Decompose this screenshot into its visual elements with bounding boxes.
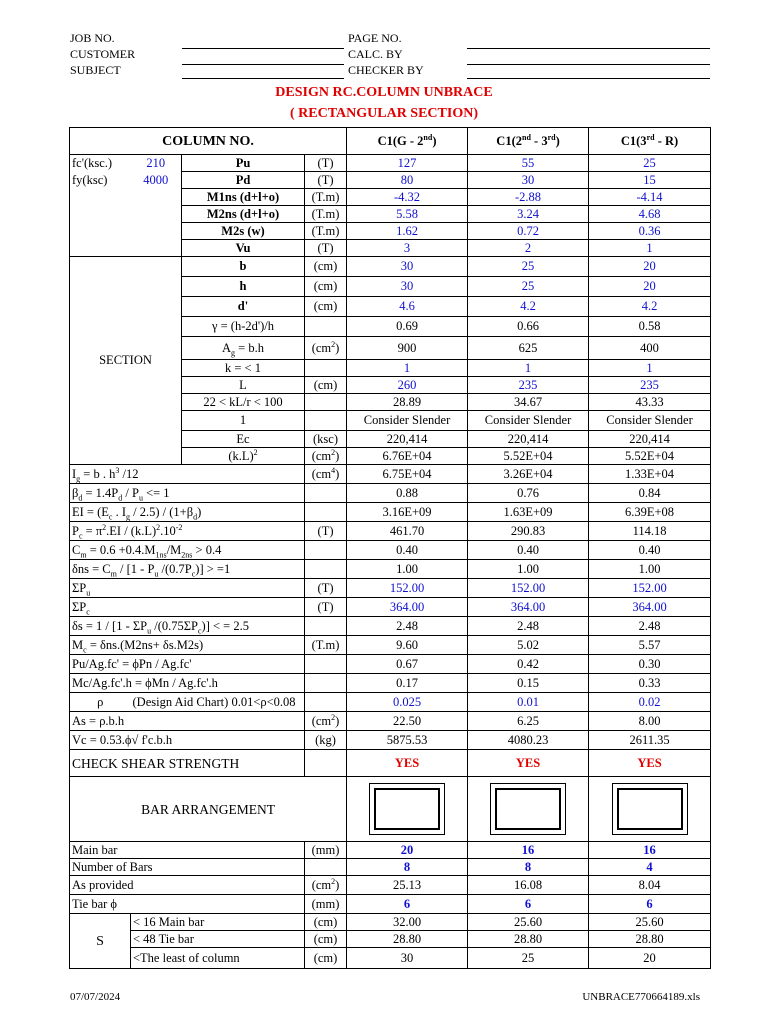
column-header-3: C1(3rd - R) — [589, 128, 711, 155]
section-value: 0.69 — [347, 317, 468, 337]
as-provided-row — [70, 876, 711, 895]
vc-value: 4080.23 — [468, 731, 589, 750]
section-value: 235 — [468, 377, 589, 394]
calc-label: Pu/Ag.fc' = ϕPn / Ag.fc' — [70, 655, 305, 674]
calc-row-mc — [70, 636, 711, 655]
load-unit: (T) — [305, 155, 347, 172]
calc-value: 0.40 — [589, 541, 711, 560]
calc-value: 2.48 — [468, 617, 589, 636]
calc-value: 6.39E+08 — [589, 503, 711, 522]
section-value: 28.89 — [347, 394, 468, 411]
load-value: 55 — [468, 155, 589, 172]
column-section-outline — [369, 783, 445, 835]
calc-value: 5.02 — [468, 636, 589, 655]
customer-label: CUSTOMER — [70, 47, 136, 61]
blank-cell — [131, 206, 182, 223]
bar-arrangement-label: BAR ARRANGEMENT — [70, 777, 347, 842]
spacing-rule-label: < 16 Main bar — [131, 914, 305, 931]
load-value: 1 — [589, 240, 711, 257]
footer-date: 07/07/2024 — [70, 991, 121, 1003]
calc-row-pc — [70, 522, 711, 541]
section-value: 0.58 — [589, 317, 711, 337]
blank-cell — [70, 240, 131, 257]
blank-cell — [131, 189, 182, 206]
calc-value: 152.00 — [589, 579, 711, 598]
load-value: 127 — [347, 155, 468, 172]
section-unit — [305, 317, 347, 337]
column-header-row — [70, 128, 711, 155]
section-unit: $(cm^2)$ — [305, 448, 347, 465]
section-value: 5.52E+04 — [589, 448, 711, 465]
blank-cell — [70, 189, 131, 206]
load-label: M2s (w) — [182, 223, 305, 240]
calc-value: 2.48 — [347, 617, 468, 636]
section-value: 4.2 — [468, 297, 589, 317]
calc-row-ei — [70, 503, 711, 522]
calc-value: 0.76 — [468, 484, 589, 503]
tie-outline — [374, 788, 440, 830]
load-value: -4.32 — [347, 189, 468, 206]
tie-bar-value: 6 — [347, 895, 468, 914]
column-header-1: C1(G - 2nd) — [347, 128, 468, 155]
subject-label: SUBJECT — [70, 63, 121, 77]
section-value: 30 — [347, 277, 468, 297]
as-value: 8.00 — [589, 712, 711, 731]
load-value: 15 — [589, 172, 711, 189]
calc-value: 1.00 — [468, 560, 589, 579]
calc-label: $P_c = \pi^2.EI / (k.L)^2.10^{-2}$ — [70, 522, 305, 541]
column-section-outline — [612, 783, 688, 835]
load-value: -4.14 — [589, 189, 711, 206]
load-unit: (T.m) — [305, 206, 347, 223]
calc-unit — [305, 503, 347, 522]
bar-arrangement-row — [70, 777, 711, 842]
column-section-outline — [490, 783, 566, 835]
spacing-row-tie — [70, 931, 711, 948]
vc-row — [70, 731, 711, 750]
section-value: 25 — [468, 257, 589, 277]
as-label: As = ρ.b.h — [70, 712, 305, 731]
section-value: 220,414 — [347, 431, 468, 448]
calc-unit: (T) — [305, 522, 347, 541]
load-value: 25 — [589, 155, 711, 172]
section-value: 1 — [589, 360, 711, 377]
section-value: 1 — [468, 360, 589, 377]
calc-value: 1.33E+04 — [589, 465, 711, 484]
shear-status: YES — [347, 750, 468, 777]
calc-value: 0.84 — [589, 484, 711, 503]
main-bar-value: 20 — [347, 842, 468, 859]
section-unit: (cm) — [305, 297, 347, 317]
calc-unit — [305, 484, 347, 503]
section-param-label: b — [182, 257, 305, 277]
rho-row — [70, 693, 711, 712]
section-value: 235 — [589, 377, 711, 394]
load-value: 0.72 — [468, 223, 589, 240]
section-value: 25 — [468, 277, 589, 297]
calc-value: 6.75E+04 — [347, 465, 468, 484]
as-row — [70, 712, 711, 731]
checker-by-label: CHECKER BY — [348, 63, 424, 77]
fy-value: 4000 — [131, 172, 182, 189]
calc-label: $\Sigma P_c$ — [70, 598, 305, 617]
section-value: 220,414 — [589, 431, 711, 448]
tie-bar-unit: (mm) — [305, 895, 347, 914]
section-value: 43.33 — [589, 394, 711, 411]
load-value: 3.24 — [468, 206, 589, 223]
load-row-pu — [70, 155, 711, 172]
section-value: 20 — [589, 277, 711, 297]
load-value: 2 — [468, 240, 589, 257]
load-unit: (T.m) — [305, 223, 347, 240]
calc-by-label: CALC. BY — [348, 47, 403, 61]
calc-value: 364.00 — [468, 598, 589, 617]
section-unit: $(cm^2)$ — [305, 337, 347, 360]
vc-label: Vc = 0.53.ϕ√ f'c.b.h — [70, 731, 305, 750]
spacing-unit: (cm) — [305, 914, 347, 931]
blank-cell — [70, 223, 131, 240]
page-no-label: PAGE NO. — [348, 31, 402, 45]
section-value: 4.2 — [589, 297, 711, 317]
load-unit: (T) — [305, 240, 347, 257]
rho-description: (Design Aid Chart) 0.01<ρ<0.08 — [131, 693, 305, 712]
spacing-rule-label: <The least of column — [131, 948, 305, 969]
rho-value: 0.02 — [589, 693, 711, 712]
num-bars-label: Number of Bars — [70, 859, 305, 876]
footer-filename: UNBRACE770664189.xls — [582, 991, 700, 1003]
tie-outline — [617, 788, 683, 830]
calc-label: $\Sigma P_u$ — [70, 579, 305, 598]
calc-value: 0.30 — [589, 655, 711, 674]
slender-status: Consider Slender — [347, 411, 468, 431]
section-value: 625 — [468, 337, 589, 360]
as-value: 6.25 — [468, 712, 589, 731]
load-label: Pd — [182, 172, 305, 189]
spacing-unit: (cm) — [305, 948, 347, 969]
calc-row-ds — [70, 617, 711, 636]
section-unit: (cm) — [305, 277, 347, 297]
section-value: 900 — [347, 337, 468, 360]
load-value: 4.68 — [589, 206, 711, 223]
calc-unit — [305, 617, 347, 636]
section-param-label: d' — [182, 297, 305, 317]
load-label: Vu — [182, 240, 305, 257]
vc-unit: (kg) — [305, 731, 347, 750]
calc-value: 9.60 — [347, 636, 468, 655]
customer-line — [182, 48, 344, 49]
calc-value: 3.26E+04 — [468, 465, 589, 484]
calc-label: $\delta ns = C_m / [1 - P_u$ $/(0.7P_c)] > =1$ — [70, 560, 305, 579]
section-value: 400 — [589, 337, 711, 360]
load-row-vu — [70, 240, 711, 257]
spacing-value: 28.80 — [347, 931, 468, 948]
section-param-label: L — [182, 377, 305, 394]
spacing-value: 25.60 — [589, 914, 711, 931]
calc-row-spc — [70, 598, 711, 617]
section-param-label: Ec — [182, 431, 305, 448]
as-provided-label: As provided — [70, 876, 305, 895]
calc-label: $M_c = \delta ns.(M2ns+ \delta s.M2s)$ — [70, 636, 305, 655]
blank-cell — [131, 223, 182, 240]
tie-outline — [495, 788, 561, 830]
calc-by-line — [467, 64, 710, 65]
calc-value: 152.00 — [468, 579, 589, 598]
tie-bar-row — [70, 895, 711, 914]
load-value: 1.62 — [347, 223, 468, 240]
section-value: 1 — [347, 360, 468, 377]
as-provided-value: 8.04 — [589, 876, 711, 895]
page-no-line — [467, 48, 710, 49]
calc-value: 364.00 — [347, 598, 468, 617]
bar-diagram-3 — [589, 777, 711, 842]
shear-row — [70, 750, 711, 777]
calc-value: 0.33 — [589, 674, 711, 693]
design-table — [69, 127, 711, 969]
calc-value: 114.18 — [589, 522, 711, 541]
as-provided-unit: $(cm^2)$ — [305, 876, 347, 895]
calc-unit: (T) — [305, 579, 347, 598]
section-value: 0.66 — [468, 317, 589, 337]
calc-label: EI = ($E_c$ . $I_g / 2.5) / (1+\beta_d)$ — [70, 503, 305, 522]
as-provided-value: 25.13 — [347, 876, 468, 895]
job-no-label: JOB NO. — [70, 31, 115, 45]
calc-value: 0.40 — [468, 541, 589, 560]
section-unit — [305, 360, 347, 377]
load-value: 3 — [347, 240, 468, 257]
calc-row-bd — [70, 484, 711, 503]
rho-value: 0.025 — [347, 693, 468, 712]
calc-row-cm — [70, 541, 711, 560]
checker-by-line — [467, 78, 710, 79]
load-unit: (T) — [305, 172, 347, 189]
bar-diagram-1 — [347, 777, 468, 842]
calc-value: 0.40 — [347, 541, 468, 560]
load-label: M2ns (d+l+o) — [182, 206, 305, 223]
load-value: 80 — [347, 172, 468, 189]
main-bar-row — [70, 842, 711, 859]
bar-diagram-2 — [468, 777, 589, 842]
rho-value: 0.01 — [468, 693, 589, 712]
load-row-m2s — [70, 223, 711, 240]
load-value: -2.88 — [468, 189, 589, 206]
calc-unit: (T) — [305, 598, 347, 617]
num-bars-value: 8 — [468, 859, 589, 876]
calc-unit — [305, 560, 347, 579]
as-provided-value: 16.08 — [468, 876, 589, 895]
spacing-value: 25.60 — [468, 914, 589, 931]
section-value: 30 — [347, 257, 468, 277]
calc-value: 1.00 — [589, 560, 711, 579]
section-param-label: h — [182, 277, 305, 297]
calc-label: $\delta s = 1 / [1 - \Sigma P_u$ $/(0.75\Sigma P_c)$] < = 2.5 — [70, 617, 305, 636]
load-value: 30 — [468, 172, 589, 189]
calc-row-mcag — [70, 674, 711, 693]
calc-value: 0.42 — [468, 655, 589, 674]
section-param-label: 1 — [182, 411, 305, 431]
num-bars-value: 8 — [347, 859, 468, 876]
subject-line — [182, 64, 344, 65]
calc-row-ig — [70, 465, 711, 484]
shear-status: YES — [589, 750, 711, 777]
fc-label: fc'(ksc.) — [70, 155, 131, 172]
section-unit: (cm) — [305, 257, 347, 277]
slender-status: Consider Slender — [468, 411, 589, 431]
load-unit: (T.m) — [305, 189, 347, 206]
calc-unit: $(cm^4)$ — [305, 465, 347, 484]
calc-row-spu — [70, 579, 711, 598]
main-bar-value: 16 — [589, 842, 711, 859]
spacing-value: 20 — [589, 948, 711, 969]
calc-label: $I_g = b$ . $h^3$ /12 — [70, 465, 305, 484]
spacing-value: 25 — [468, 948, 589, 969]
section-label: SECTION — [70, 257, 182, 465]
spacing-value: 28.80 — [589, 931, 711, 948]
calc-value: 2.48 — [589, 617, 711, 636]
calc-value: 290.83 — [468, 522, 589, 541]
main-bar-unit: (mm) — [305, 842, 347, 859]
vc-value: 5875.53 — [347, 731, 468, 750]
load-label: M1ns (d+l+o) — [182, 189, 305, 206]
section-unit: (cm) — [305, 377, 347, 394]
load-row-m2ns — [70, 206, 711, 223]
section-value: 220,414 — [468, 431, 589, 448]
spacing-rule-label: < 48 Tie bar — [131, 931, 305, 948]
section-param-label: $A_g = b.h$ — [182, 337, 305, 360]
fy-label: fy(ksc) — [70, 172, 131, 189]
section-param-label: k = < 1 — [182, 360, 305, 377]
num-bars-value: 4 — [589, 859, 711, 876]
calc-value: 1.63E+09 — [468, 503, 589, 522]
section-param-label: 22 < kL/r < 100 — [182, 394, 305, 411]
calc-value: 3.16E+09 — [347, 503, 468, 522]
main-bar-label: Main bar — [70, 842, 305, 859]
load-value: 0.36 — [589, 223, 711, 240]
calc-value: 0.88 — [347, 484, 468, 503]
spacing-value: 28.80 — [468, 931, 589, 948]
calc-row-dns — [70, 560, 711, 579]
page-title: DESIGN RC.COLUMN UNBRACE — [275, 85, 493, 100]
vc-value: 2611.35 — [589, 731, 711, 750]
column-header-2: C1(2nd - 3rd) — [468, 128, 589, 155]
as-unit: $(cm^2)$ — [305, 712, 347, 731]
spacing-unit: (cm) — [305, 931, 347, 948]
calc-value: 461.70 — [347, 522, 468, 541]
spacing-label: S — [70, 914, 131, 969]
section-value: 5.52E+04 — [468, 448, 589, 465]
section-unit — [305, 394, 347, 411]
calc-value: 0.15 — [468, 674, 589, 693]
calc-label: Mc/Ag.fc'.h = ϕMn / Ag.fc'.h — [70, 674, 305, 693]
spacing-value: 32.00 — [347, 914, 468, 931]
spacing-value: 30 — [347, 948, 468, 969]
section-param-label: $(k.L)^2$ — [182, 448, 305, 465]
calc-label: $C_m = 0.6 +0.4.M_{1ns}/M_{2ns} > 0.4$ — [70, 541, 305, 560]
tie-bar-value: 6 — [468, 895, 589, 914]
spacing-row-main — [70, 914, 711, 931]
rho-unit — [305, 693, 347, 712]
load-row-m1ns — [70, 189, 711, 206]
calc-unit — [305, 655, 347, 674]
fc-value: 210 — [131, 155, 182, 172]
shear-unit — [305, 750, 347, 777]
section-unit — [305, 411, 347, 431]
load-value: 5.58 — [347, 206, 468, 223]
calc-value: 0.67 — [347, 655, 468, 674]
calc-value: 152.00 — [347, 579, 468, 598]
tie-bar-value: 6 — [589, 895, 711, 914]
page-subtitle: ( RECTANGULAR SECTION) — [290, 106, 478, 121]
main-bar-value: 16 — [468, 842, 589, 859]
section-value: 260 — [347, 377, 468, 394]
section-param-label: γ = (h-2d')/h — [182, 317, 305, 337]
section-value: 4.6 — [347, 297, 468, 317]
calc-row-pu — [70, 655, 711, 674]
calc-unit: (T.m) — [305, 636, 347, 655]
num-bars-row — [70, 859, 711, 876]
shear-status: YES — [468, 750, 589, 777]
calc-value: 1.00 — [347, 560, 468, 579]
subject-underline — [182, 78, 344, 79]
calc-value: 0.17 — [347, 674, 468, 693]
section-value: 20 — [589, 257, 711, 277]
shear-label: CHECK SHEAR STRENGTH — [70, 750, 305, 777]
calc-label: $\beta_d = 1.4P_d / P_u <= 1$ — [70, 484, 305, 503]
load-row-pd — [70, 172, 711, 189]
calc-unit — [305, 674, 347, 693]
section-value: 34.67 — [468, 394, 589, 411]
section-row-b — [70, 257, 711, 277]
load-label: Pu — [182, 155, 305, 172]
blank-cell — [131, 240, 182, 257]
rho-label: ρ — [70, 693, 131, 712]
as-value: 22.50 — [347, 712, 468, 731]
section-unit: (ksc) — [305, 431, 347, 448]
section-value: 6.76E+04 — [347, 448, 468, 465]
num-bars-unit — [305, 859, 347, 876]
spacing-row-least — [70, 948, 711, 969]
calc-value: 5.57 — [589, 636, 711, 655]
slender-status: Consider Slender — [589, 411, 711, 431]
column-no-label: COLUMN NO. — [70, 128, 347, 155]
calc-unit — [305, 541, 347, 560]
calc-value: 364.00 — [589, 598, 711, 617]
tie-bar-label: Tie bar ϕ — [70, 895, 305, 914]
blank-cell — [70, 206, 131, 223]
